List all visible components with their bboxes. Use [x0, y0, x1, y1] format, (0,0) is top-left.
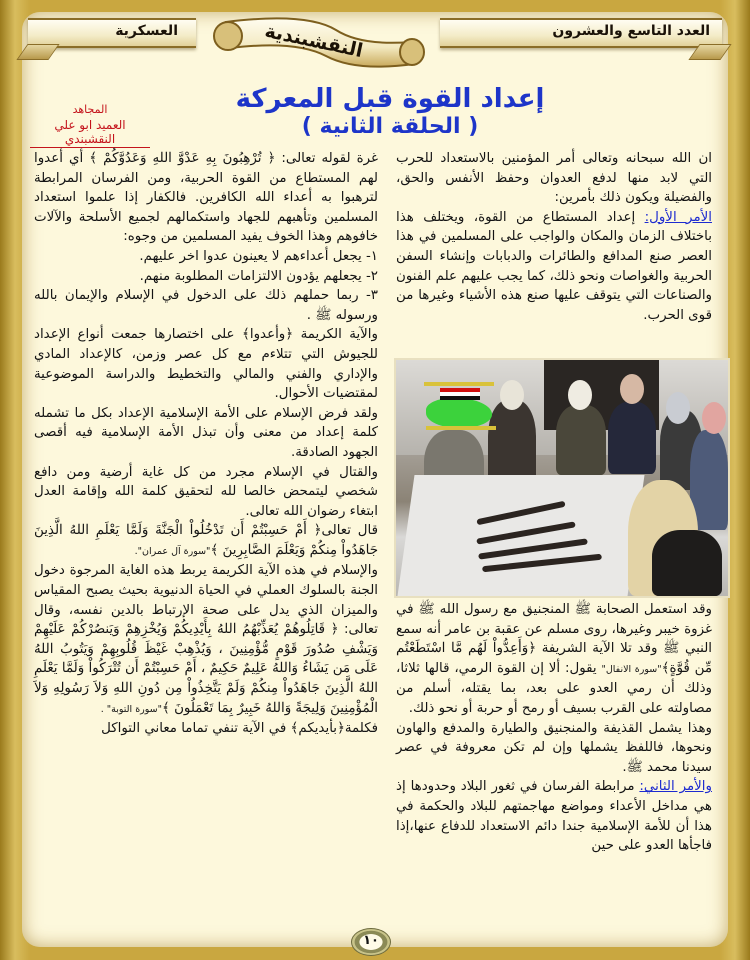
closing-paragraph: فكلمة﴿بأيديكم﴾ في الآية تنفي تماما معاني التواكل	[101, 721, 378, 737]
verse-lead: والإسلام في هذه الآية الكريمة يربط هذه الغاية المرجوة دخول الجنة بالسلوك العملي في الحياة الدنيوية بحيث يصبح المقياس والميزان الذي يدل على صحة الإرتباط بالدين نفسه، وقال تعالى:	[34, 563, 378, 638]
paradise-verse-paragraph	[34, 521, 378, 561]
logo-map	[426, 398, 492, 428]
verse-lead: قال تعالى	[321, 523, 378, 539]
catapult-text: وقد استعمل الصحابة ﷺ المنجنيق مع رسول الله ﷺ في غزوة خيبر وغيرها، روى مسلم عن عقبة بن عامر أنه سمع النبي ﷺ وقد تلا الآية الشريفة	[396, 602, 713, 657]
list-item: ٣- ربما حملهم ذلك على الدخول في الإسلام والإيمان بالله ورسوله ﷺ .	[34, 288, 378, 323]
first-matter-paragraph	[396, 208, 712, 326]
logo-caption-bar	[426, 426, 496, 430]
right-column-top	[396, 149, 712, 325]
page-number: ١٠	[363, 933, 379, 948]
photo-head	[500, 380, 524, 410]
obligation-paragraph: ولقد فرض الإسلام على الأمة الإسلامية الإعداد بكل ما تشمله كلمة إعداد من معنى وأن تبذل الأمة الإسلامية فيه أقصى الجهود الصادقة.	[34, 405, 378, 460]
photo-head	[702, 402, 726, 434]
group-logo-icon	[426, 382, 496, 430]
quran-verse: ﴿ تُرْهِبُونَ بِهِ عَدْوَّ اللهِ وَعَدُوَّكُمْ ﴾	[89, 151, 276, 166]
surah-reference: "سورة التوبة" .	[100, 703, 162, 715]
photo-head	[568, 380, 592, 410]
surah-reference: "سورة الانفال"	[601, 663, 662, 675]
photo-head	[666, 392, 690, 424]
article-subtitle: ( الحلقة الثانية )	[301, 114, 479, 139]
photo-person-foreground	[652, 530, 722, 596]
article-photo	[394, 358, 730, 598]
issue-ribbon	[440, 18, 722, 48]
author-role: المجاهد	[72, 103, 108, 116]
logo-caption-bar	[424, 382, 494, 386]
masthead-title: النقشبندية	[262, 19, 365, 63]
flag-icon	[440, 388, 480, 400]
page-number-badge	[351, 928, 391, 956]
author-name: العميد ابو علي النقشبندي	[30, 118, 150, 148]
photo-person	[556, 405, 606, 475]
second-matter-paragraph	[396, 777, 712, 855]
section-label: العسكرية	[115, 23, 178, 39]
tawbah-verse-paragraph	[34, 561, 378, 719]
right-column-bottom	[396, 600, 712, 856]
quran-verse: ﴿ قَاتِلُوهُمْ يُعَذِّبْهُمُ اللهُ بِأَيْدِيكُمْ وَيُخْزِهِمْ وَيَنصُرْكُمْ عَلَيْهِمْ وَيَشْفِ صُدُورَ قَوْمٍ مُّؤْمِنِينَ ، وَيُذْهِبْ غَيْظَ قُلُوبِهِمْ وَيَتُوبُ اللهُ عَلَى مَن يَشَاءُ وَاللهُ عَلِيمٌ حَكِيمٌ ، أَمْ حَسِبْتُمْ أَن تُتْرَكُواْ وَلَمَّا يَعْلَمِ اللهُ الَّذِينَ جَاهَدُواْ مِنكُمْ وَلَمْ يَتَّخِذُواْ مِن دُونِ اللهِ وَلاَ رَسُولِهِ وَلاَ الْمُؤْمِنِينَ وَلِيجَةً وَاللهُ خَبِيرٌ بِمَا تَعْمَلُونَ ﴾	[34, 622, 378, 716]
verse-explanation: أي أعدوا لهم المستطاع من القوة الحربية، ومن الفرسان المرابطة لترهبوا به أعداء الله الكافرين. فالكفار إذا علموا استعداد المسلمين وتأهبهم للجهاد واستكمالهم لجميع الأسلحة والآلات خافوهم وهذا الخوف يفيد المسلمين من وجوه:	[34, 151, 378, 245]
quran-verse: ﴿وَأَعِدُّواْ لَهُم مَّا اسْتَطَعْتُم مِّن قُوَّةٍ﴾	[396, 641, 712, 676]
photo-head	[620, 374, 644, 404]
first-matter-heading[interactable]: الأمر الأول:	[644, 209, 712, 225]
issue-label: العدد التاسع والعشرون	[552, 23, 710, 39]
masthead-scroll	[186, 12, 446, 74]
second-matter-heading[interactable]: والأمر الثاني:	[639, 779, 712, 795]
list-item: ١- يجعل أعداءهم لا يعينون عدوا اخر عليهم.	[139, 248, 378, 264]
first-matter-text: إعداد المستطاع من القوة، ويختلف هذا باختلاف الزمان والمكان والواجب على المسلمين في هذا العصر صنع المدافع والطائرات والدبابات وإنشاء السفن الحربية والغواصات ونحو ذلك، كما يجب عليهم علم الفنون والصناعات التي يتوقف عليها صنع هذه الأشياء وغيرها من قوى الحرب.	[396, 209, 712, 323]
surah-reference: "سورة آل عمران".	[134, 545, 211, 557]
verse-paragraph	[34, 149, 378, 247]
catapult-paragraph	[396, 600, 712, 719]
list-item: ٢- يجعلهم يؤدون الالتزامات المطلوبة منهم.	[139, 268, 378, 284]
article-title: إعداد القوة قبل المعركة	[235, 84, 545, 114]
weapons-paragraph: وهذا يشمل القذيفة والمنجنيق والطيارة والمدفع والهاون ونحوها، فاللفظ يشملها وإن لم تكن معروفة في عصر سيدنا محمد ﷺ.	[396, 720, 712, 775]
quran-verse: ﴿ أَمْ حَسِبْتُمْ أَن تَدْخُلُواْ الْجَنَّةَ وَلَمَّا يَعْلَمِ اللهُ الَّذِينَ جَاهَدُواْ مِنكُمْ وَيَعْلَمَ الصَّابِرِينَ ﴾	[34, 523, 378, 558]
left-column	[34, 149, 378, 739]
second-matter-text: مرابطة الفرسان في ثغور البلاد وحدودها إذ هي مداخل الأعداء ومواضع مهاجمتهم للبلاد والحكمة في هذا أن للأمة الإسلامية جندا دائم الاستعداد للدفاع عنها،إذا فاجأها العدو على حين	[396, 779, 712, 854]
preparation-paragraph: والآية الكريمة ﴿وأعدوا﴾ على اختصارها جمعت أنواع الإعداد للجيوش التي تتلاءم مع كل عصر وزمن، كالإعداد المادي والإداري والفني والمالي والتخطيط والدراسة الموضوعية لمقتضيات الأحوال.	[34, 327, 378, 402]
intro-paragraph: ان الله سبحانه وتعالى أمر المؤمنين بالاستعداد للحرب التي لابد منها لدفع العدوان وحفظ الأنفس والحق، والفضيلة ويكون ذلك بأمرين:	[396, 151, 712, 206]
verse-lead: غرة لقوله تعالى:	[275, 151, 379, 166]
fighting-paragraph: والقتال في الإسلام مجرد من كل غاية أرضية ومن دافع شخصي ليتمحض خالصا لله لتحقيق كلمة الله وإقامة العدل ابتغاء رضوان الله تعالى.	[34, 464, 378, 519]
photo-person	[608, 402, 656, 474]
catapult-text-tail: يقول: ألا إن القوة الرمي، قالها ثلاثا، وذلك أن رمي العدو على بعد، بما يقتله، أسلم من مصاولته على القرب بسيف أو رمح أو حربة أو نحو ذلك.	[396, 660, 712, 716]
